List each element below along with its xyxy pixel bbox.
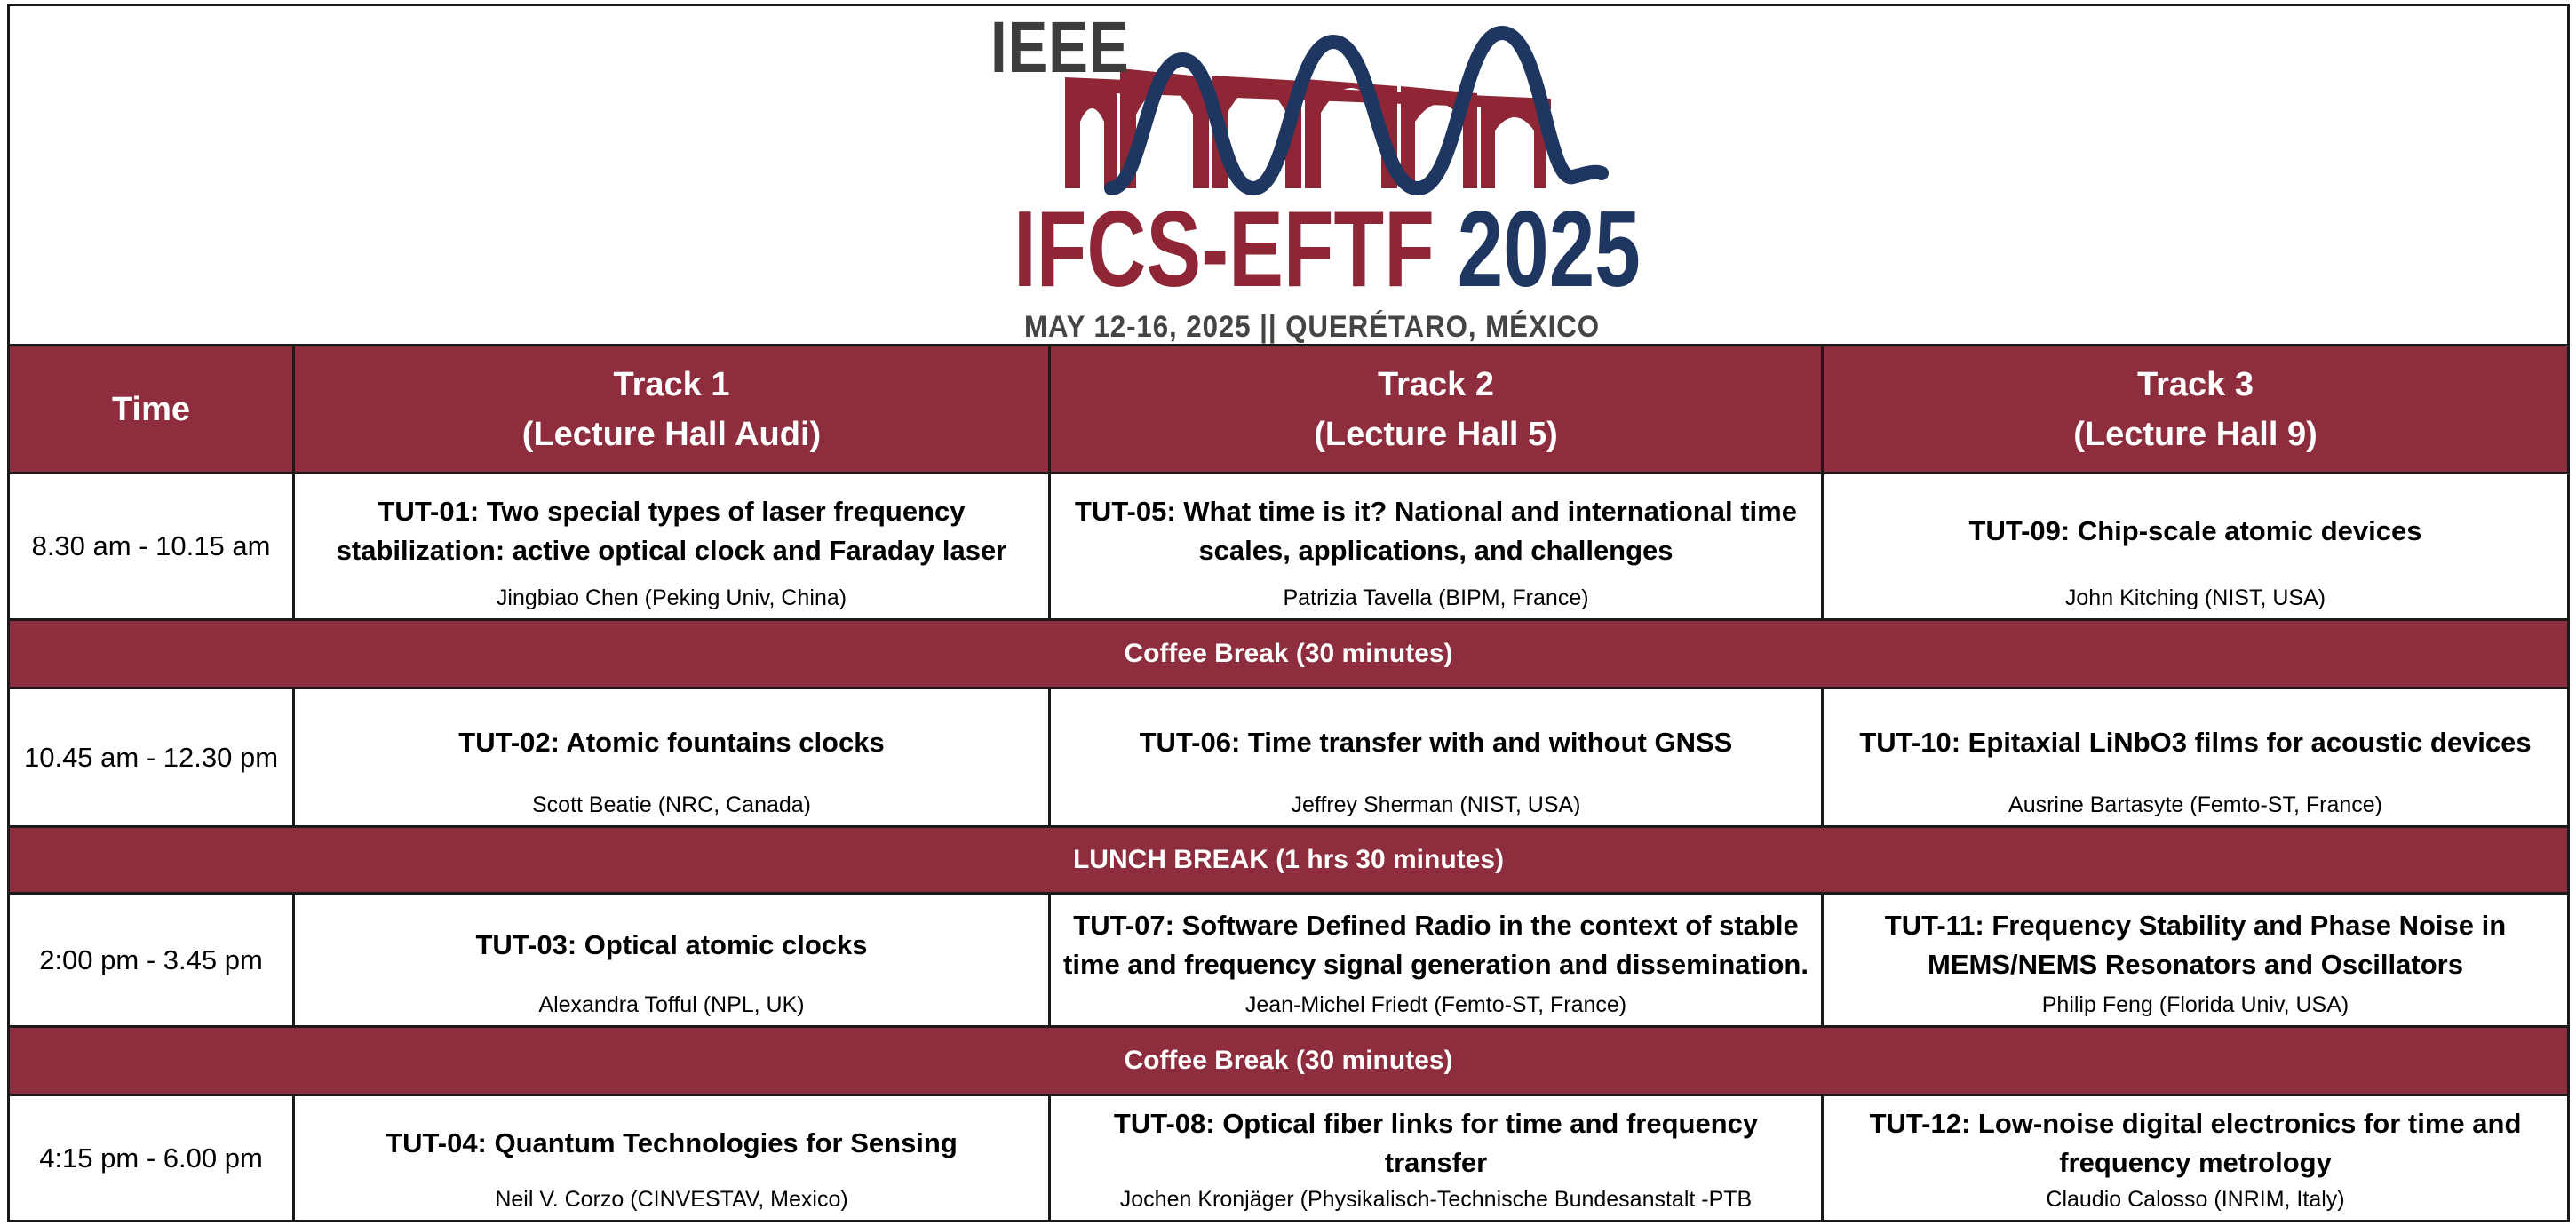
grid-line xyxy=(1048,344,1051,621)
track-name: Track 1 xyxy=(613,365,730,403)
grid-line xyxy=(1048,687,1051,828)
session-time-label: 4:15 pm - 6.00 pm xyxy=(39,1142,263,1174)
tutorial-title xyxy=(1060,480,1812,583)
tutorial-cell xyxy=(295,689,1048,825)
tutorial-speaker: Claudio Calosso (INRIM, Italy) xyxy=(2046,1187,2345,1212)
tutorial-speaker: Patrizia Tavella (BIPM, France) xyxy=(1283,585,1589,610)
tutorial-cell xyxy=(1051,474,1821,618)
grid-line xyxy=(1821,344,1824,621)
session-time xyxy=(10,895,292,1025)
tutorial-topic: Time transfer with and without GNSS xyxy=(1240,726,1733,758)
tutorial-speaker: Alexandra Tofful (NPL, UK) xyxy=(538,992,805,1017)
grid-line xyxy=(10,1094,2567,1096)
tutorial-cell xyxy=(1824,474,2567,618)
session-time-label: 2:00 pm - 3.45 pm xyxy=(39,943,263,975)
grid-line xyxy=(1821,892,1824,1028)
header-track-2 xyxy=(1051,346,1821,472)
tutorial-topic: Epitaxial LiNbO3 films for acoustic devices xyxy=(1960,726,2532,758)
tutorial-title xyxy=(475,900,867,990)
tutorial-code: TUT-12: xyxy=(1869,1107,1971,1139)
break-row xyxy=(10,1028,2567,1094)
tutorial-cell xyxy=(1051,689,1821,825)
grid-line xyxy=(1821,687,1824,828)
tutorial-title xyxy=(1969,480,2422,583)
header-time-label: Time xyxy=(111,390,190,428)
tutorial-code: TUT-02: xyxy=(458,726,560,758)
session-time xyxy=(10,474,292,618)
conference-logo xyxy=(10,6,2572,346)
tutorial-code: TUT-06: xyxy=(1139,726,1241,758)
tutorial-speaker: Jean-Michel Friedt (Femto-ST, France) xyxy=(1244,992,1627,1017)
tutorial-code: TUT-03: xyxy=(475,928,577,960)
session-time xyxy=(10,1096,292,1220)
tutorial-title xyxy=(1859,695,2531,790)
tutorial-title xyxy=(304,480,1039,583)
grid-line xyxy=(1821,1094,1824,1220)
conference-date-location: MAY 12-16, 2025 || QUERÉTARO, MÉXICO xyxy=(1024,310,1601,344)
tutorial-code: TUT-09: xyxy=(1968,515,2071,546)
tutorial-code: TUT-01: xyxy=(378,496,480,527)
session-time xyxy=(10,689,292,825)
session-time-label: 8.30 am - 10.15 am xyxy=(31,530,271,561)
tutorial-speaker: Philip Feng (Florida Univ, USA) xyxy=(2041,992,2349,1017)
tutorial-title xyxy=(1833,900,2558,990)
conference-name-red: IFCS-EFTF xyxy=(1014,188,1435,309)
lunch-break-row xyxy=(10,828,2567,892)
tutorial-topic: Two special types of laser frequency stabilization: active optical clock and Faraday laser xyxy=(336,496,1007,566)
tutorial-cell xyxy=(1824,895,2567,1025)
tutorial-cell xyxy=(1051,1096,1821,1220)
tutorial-title xyxy=(1140,695,1733,790)
track-name: Track 3 xyxy=(2137,365,2254,403)
header-time xyxy=(10,346,292,472)
grid-line xyxy=(10,1025,2567,1028)
tutorial-topic: Atomic fountains clocks xyxy=(559,726,885,758)
tutorial-title xyxy=(1060,900,1812,990)
conference-year: 2025 xyxy=(1457,188,1641,309)
grid-line xyxy=(10,618,2567,621)
grid-line xyxy=(1048,892,1051,1028)
tutorial-topic: Optical fiber links for time and frequency transfer xyxy=(1214,1107,1759,1178)
conference-name xyxy=(1014,188,1641,309)
tutorial-code: TUT-08: xyxy=(1113,1107,1215,1139)
tutorial-speaker: John Kitching (NIST, USA) xyxy=(2064,585,2326,610)
grid-line xyxy=(292,687,295,828)
grid-line xyxy=(10,472,2567,474)
tutorial-speaker: Scott Beatie (NRC, Canada) xyxy=(531,792,812,817)
grid-line xyxy=(10,892,2567,895)
tutorial-code: TUT-05: xyxy=(1075,496,1176,527)
grid-line xyxy=(1048,1094,1051,1220)
tutorial-topic: What time is it? National and international time scales, applications, and challenges xyxy=(1175,496,1797,566)
tutorial-speaker: Jingbiao Chen (Peking Univ, China) xyxy=(496,585,847,610)
header-track-3 xyxy=(1824,346,2567,472)
tutorial-title xyxy=(386,1102,958,1184)
track-room: (Lecture Hall 9) xyxy=(2073,415,2318,453)
tutorial-title xyxy=(1060,1102,1812,1184)
tutorial-cell xyxy=(1824,689,2567,825)
tutorial-title xyxy=(458,695,884,790)
session-time-label: 10.45 am - 12.30 pm xyxy=(23,741,279,773)
grid-line xyxy=(292,892,295,1028)
break-label: Coffee Break (30 minutes) xyxy=(1124,1046,1453,1075)
tutorial-code: TUT-11: xyxy=(1884,909,1984,941)
grid-line xyxy=(10,687,2567,689)
tutorial-cell xyxy=(1051,895,1821,1025)
tutorial-cell xyxy=(295,474,1048,618)
tutorial-cell xyxy=(295,1096,1048,1220)
tutorial-topic: Frequency Stability and Phase Noise in MEMS/NEMS Resonators and Oscillators xyxy=(1928,909,2507,980)
tutorial-title xyxy=(1833,1102,2558,1184)
schedule-frame xyxy=(7,4,2570,1222)
break-label: Coffee Break (30 minutes) xyxy=(1124,639,1453,668)
tutorial-topic: Quantum Technologies for Sensing xyxy=(486,1126,958,1158)
header-track-1 xyxy=(295,346,1048,472)
tutorial-speaker: Ausrine Bartasyte (Femto-ST, France) xyxy=(2008,792,2382,817)
break-row xyxy=(10,621,2567,687)
tutorial-topic: Low-noise digital electronics for time and frequency metrology xyxy=(1970,1107,2522,1178)
grid-line xyxy=(292,344,295,621)
tutorial-cell xyxy=(295,895,1048,1025)
grid-line xyxy=(292,1094,295,1220)
break-label: LUNCH BREAK (1 hrs 30 minutes) xyxy=(1072,845,1505,874)
tutorial-code: TUT-04: xyxy=(386,1126,487,1158)
track-name: Track 2 xyxy=(1378,365,1494,403)
tutorial-code: TUT-07: xyxy=(1073,909,1174,941)
tutorial-speaker: Neil V. Corzo (CINVESTAV, Mexico) xyxy=(495,1187,848,1212)
grid-line xyxy=(10,825,2567,828)
track-room: (Lecture Hall Audi) xyxy=(521,415,822,453)
tutorial-speaker: Jeffrey Sherman (NIST, USA) xyxy=(1291,792,1581,817)
ieee-wordmark: IEEE xyxy=(990,7,1130,88)
tutorial-topic: Chip-scale atomic devices xyxy=(2070,515,2422,546)
tutorial-topic: Software Defined Radio in the context of stable time and frequency signal generation and dissemination. xyxy=(1063,909,1809,980)
tutorial-topic: Optical atomic clocks xyxy=(576,928,868,960)
tutorial-speaker: Jochen Kronjäger (Physikalisch-Technische Bundesanstalt -PTB xyxy=(1119,1187,1753,1212)
tutorial-code: TUT-10: xyxy=(1859,726,1961,758)
track-room: (Lecture Hall 5) xyxy=(1314,415,1558,453)
tutorial-cell xyxy=(1824,1096,2567,1220)
grid-line xyxy=(10,344,2567,346)
